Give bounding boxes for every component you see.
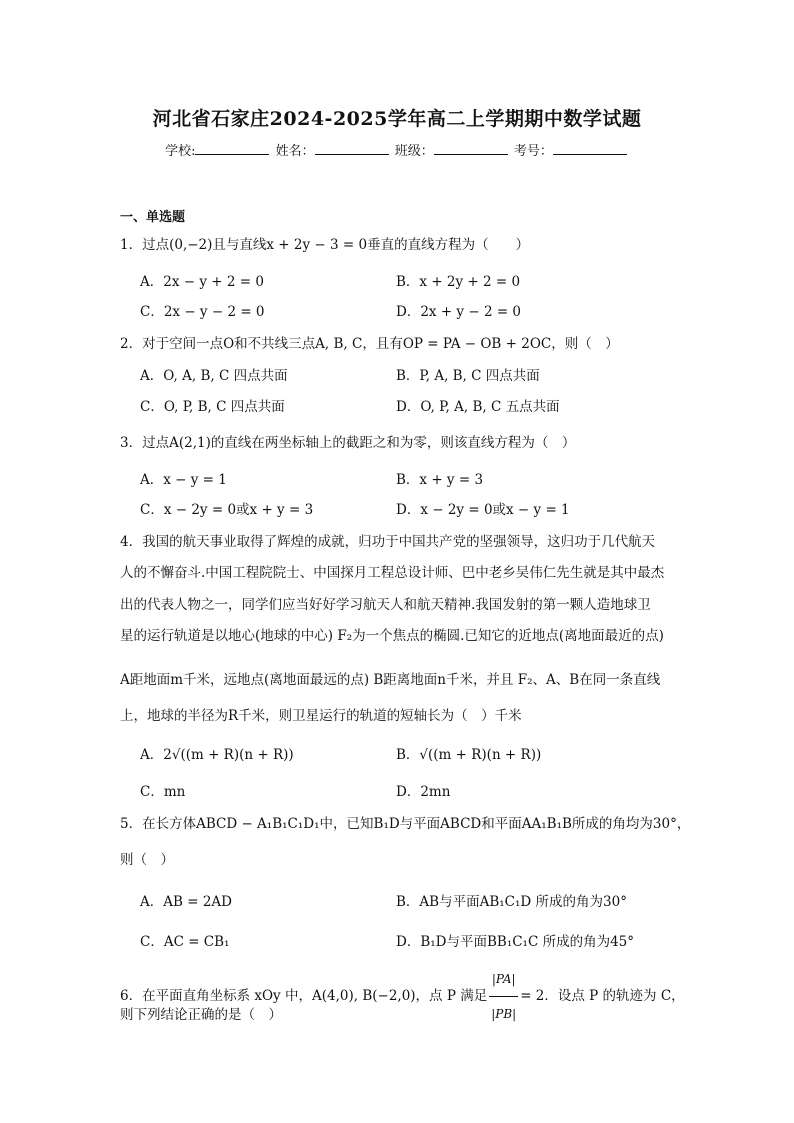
question-4-line-6: 上，地球的半径为R千米，则卫星运行的轨道的短轴长为（ ）千米 bbox=[120, 708, 522, 724]
school-blank[interactable] bbox=[195, 142, 269, 155]
question-1-option-b: B．x + 2y + 2 = 0 bbox=[396, 274, 521, 290]
question-5-option-c: C．AC = CB₁ bbox=[140, 934, 230, 950]
question-4-line-3: 出的代表人物之一，同学们应当好好学习航天人和航天精神.我国发射的第一颗人造地球卫 bbox=[120, 597, 651, 613]
name-label: 姓名： bbox=[275, 144, 315, 159]
question-2-option-d: D．O, P, A, B, C 五点共面 bbox=[396, 399, 560, 415]
question-5-option-b: B．AB与平面AB₁C₁D 所成的角为30° bbox=[396, 894, 627, 910]
question-1-option-c: C．2x − y − 2 = 0 bbox=[140, 304, 265, 320]
question-4-option-d: D．2mn bbox=[396, 784, 451, 800]
question-4-line-1: 4．我国的航天事业取得了辉煌的成就，归功于中国共产党的坚强领导，这归功于几代航天 bbox=[120, 534, 656, 550]
name-blank[interactable] bbox=[315, 142, 389, 155]
question-6-pre: 6．在平面直角坐标系 xOy 中，A(4,0), B(−2,0)，点 P 满足 bbox=[120, 988, 488, 1004]
question-2-stem: 2．对于空间一点O和不共线三点A, B, C，且有OP = PA − OB + 2OC，则（ ） bbox=[120, 336, 619, 352]
question-3-option-c: C．x − 2y = 0或x + y = 3 bbox=[140, 502, 314, 518]
question-4-line-4: 星的运行轨道是以地心(地球的中心) F₂为一个焦点的椭圆.已知它的近地点(离地面最近的点) bbox=[120, 628, 664, 644]
exam-no-blank[interactable] bbox=[553, 142, 627, 155]
question-1-option-a: A．2x − y + 2 = 0 bbox=[140, 274, 264, 290]
question-3-option-b: B．x + y = 3 bbox=[396, 472, 484, 488]
question-6-line-2: 则下列结论正确的是（ ） bbox=[120, 1007, 282, 1023]
question-1-option-d: D．2x + y − 2 = 0 bbox=[396, 304, 522, 320]
section-heading: 一、单选题 bbox=[120, 210, 186, 225]
question-5-line-1: 5．在长方体ABCD − A₁B₁C₁D₁中，已知B₁D与平面ABCD和平面AA₁B₁B所成的角均为30°， bbox=[120, 816, 691, 832]
question-6-post: = 2．设点 P 的轨迹为 C， bbox=[520, 988, 685, 1004]
fraction-numerator: |PA| bbox=[489, 962, 518, 997]
class-label: 班级： bbox=[394, 144, 434, 159]
question-4-option-a: A．2√((m + R)(n + R)) bbox=[140, 747, 294, 763]
question-5-line-2: 则（ ） bbox=[120, 852, 174, 868]
question-4-line-2: 人的不懈奋斗.中国工程院院士、中国探月工程总设计师、巴中老乡吴伟仁先生就是其中最杰 bbox=[120, 565, 665, 581]
fraction-denominator: |PB| bbox=[491, 1007, 517, 1021]
page-title: 河北省石家庄2024-2025学年高二上学期期中数学试题 bbox=[152, 108, 642, 130]
question-1-stem: 1．过点(0,−2)且与直线x + 2y − 3 = 0垂直的直线方程为（ ） bbox=[120, 237, 530, 253]
exam-no-label: 考号： bbox=[513, 144, 553, 159]
question-5-option-d: D．B₁D与平面BB₁C₁C 所成的角为45° bbox=[396, 934, 635, 950]
question-3-option-d: D．x − 2y = 0或x − y = 1 bbox=[396, 502, 570, 518]
question-2-option-b: B．P, A, B, C 四点共面 bbox=[396, 368, 540, 384]
question-5-option-a: A．AB = 2AD bbox=[140, 894, 232, 910]
school-label: 学校: bbox=[165, 144, 196, 159]
student-info-line bbox=[0, 140, 794, 159]
question-3-stem: 3．过点A(2,1)的直线在两坐标轴上的截距之和为零，则该直线方程为（ ） bbox=[120, 435, 576, 451]
question-4-line-5: A距地面m千米，远地点(离地面最远的点) B距离地面n千米，并且 F₂、A、B在同一条直线 bbox=[120, 672, 661, 688]
question-3-option-a: A．x − y = 1 bbox=[140, 472, 227, 488]
question-2-option-a: A．O, A, B, C 四点共面 bbox=[140, 368, 288, 384]
question-2-option-c: C．O, P, B, C 四点共面 bbox=[140, 399, 285, 415]
question-4-option-c: C．mn bbox=[140, 784, 186, 800]
class-blank[interactable] bbox=[434, 142, 508, 155]
question-4-option-b: B．√((m + R)(n + R)) bbox=[396, 747, 542, 763]
